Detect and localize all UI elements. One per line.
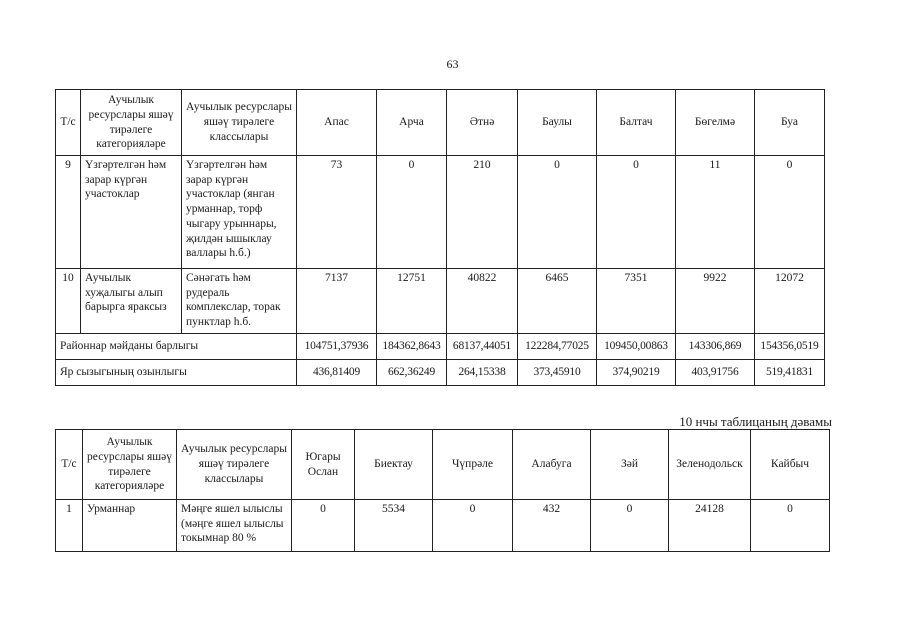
summary-value: 68137,44051 bbox=[447, 334, 518, 360]
row-number: 10 bbox=[56, 269, 81, 334]
row-value: 5534 bbox=[355, 500, 433, 552]
row-category: Урманнар bbox=[83, 500, 177, 552]
row-value: 7137 bbox=[297, 269, 377, 334]
header-district: Зеленодольск bbox=[669, 430, 751, 500]
header-district: Апас bbox=[297, 90, 377, 156]
row-value: 24128 bbox=[669, 500, 751, 552]
row-value: 0 bbox=[755, 156, 825, 269]
header-class: Аучылык ресурслары яшәү тирәлеге классылары bbox=[177, 430, 292, 500]
table-row bbox=[56, 156, 825, 269]
summary-label: Районнар мәйданы барлыгы bbox=[56, 334, 297, 360]
row-value: 432 bbox=[513, 500, 591, 552]
header-category: Аучылык ресурслары яшәү тирәлеге категорияләре bbox=[81, 90, 182, 156]
summary-value: 373,45910 bbox=[518, 360, 597, 386]
row-value: 0 bbox=[597, 156, 676, 269]
row-class: Сәнәгать һәм рудераль комплекслар, торак пунктлар h.б. bbox=[182, 269, 297, 334]
row-class: Мәңге яшел ылыслы (мәңге яшел ылыслы токымнар 80 % bbox=[177, 500, 292, 552]
header-district: Баулы bbox=[518, 90, 597, 156]
summary-value: 143306,869 bbox=[676, 334, 755, 360]
header-district: Югары Ослан bbox=[292, 430, 355, 500]
header-tc: Т/с bbox=[56, 90, 81, 156]
row-category: Үзгәртелгән һәм зарар күргән участоклар bbox=[81, 156, 182, 269]
header-district: Чүпрәле bbox=[433, 430, 513, 500]
district-table-bottom bbox=[55, 429, 830, 552]
row-value: 6465 bbox=[518, 269, 597, 334]
row-category: Аучылык хуҗалыгы алып барырга яраксыз bbox=[81, 269, 182, 334]
header-district: Балтач bbox=[597, 90, 676, 156]
header-district: Арча bbox=[377, 90, 447, 156]
row-value: 40822 bbox=[447, 269, 518, 334]
summary-value: 154356,0519 bbox=[755, 334, 825, 360]
summary-row-area bbox=[56, 334, 825, 360]
header-category: Аучылык ресурслары яшәү тирәлеге категорияләре bbox=[83, 430, 177, 500]
row-value: 0 bbox=[751, 500, 830, 552]
header-tc: Т/с bbox=[56, 430, 83, 500]
summary-value: 264,15338 bbox=[447, 360, 518, 386]
page-number: 63 bbox=[446, 57, 459, 71]
row-value: 11 bbox=[676, 156, 755, 269]
header-district: Зәй bbox=[591, 430, 669, 500]
summary-label: Яр сызыгының озынлыгы bbox=[56, 360, 297, 386]
summary-value: 519,41831 bbox=[755, 360, 825, 386]
row-value: 0 bbox=[377, 156, 447, 269]
row-number: 9 bbox=[56, 156, 81, 269]
table-header-row bbox=[56, 90, 825, 156]
summary-value: 104751,37936 bbox=[297, 334, 377, 360]
row-value: 12751 bbox=[377, 269, 447, 334]
header-district: Кайбыч bbox=[751, 430, 830, 500]
summary-value: 403,91756 bbox=[676, 360, 755, 386]
summary-value: 184362,8643 bbox=[377, 334, 447, 360]
district-table-top bbox=[55, 89, 825, 386]
row-value: 0 bbox=[292, 500, 355, 552]
table-header-row bbox=[56, 430, 830, 500]
table-row bbox=[56, 269, 825, 334]
header-class: Аучылык ресурслары яшәү тирәлеге классылары bbox=[182, 90, 297, 156]
row-value: 0 bbox=[518, 156, 597, 269]
row-value: 210 bbox=[447, 156, 518, 269]
row-value: 9922 bbox=[676, 269, 755, 334]
summary-value: 109450,00863 bbox=[597, 334, 676, 360]
summary-row-shoreline bbox=[56, 360, 825, 386]
header-district: Буа bbox=[755, 90, 825, 156]
summary-value: 122284,77025 bbox=[518, 334, 597, 360]
row-number: 1 bbox=[56, 500, 83, 552]
row-value: 7351 bbox=[597, 269, 676, 334]
row-value: 0 bbox=[591, 500, 669, 552]
header-district: Биектау bbox=[355, 430, 433, 500]
summary-value: 436,81409 bbox=[297, 360, 377, 386]
header-district: Әтнә bbox=[447, 90, 518, 156]
header-district: Бөгелмә bbox=[676, 90, 755, 156]
row-value: 12072 bbox=[755, 269, 825, 334]
summary-value: 374,90219 bbox=[597, 360, 676, 386]
summary-value: 662,36249 bbox=[377, 360, 447, 386]
row-value: 73 bbox=[297, 156, 377, 269]
row-value: 0 bbox=[433, 500, 513, 552]
table-continuation-caption: 10 нчы таблицаның дәвамы bbox=[679, 414, 832, 429]
row-class: Үзгәртелгән һәм зарар күргән участоклар (янган урманнар, торф чыгару урыннары, җилдән ышыклау валлары h.б.) bbox=[182, 156, 297, 269]
header-district: Алабуга bbox=[513, 430, 591, 500]
table-row bbox=[56, 500, 830, 552]
